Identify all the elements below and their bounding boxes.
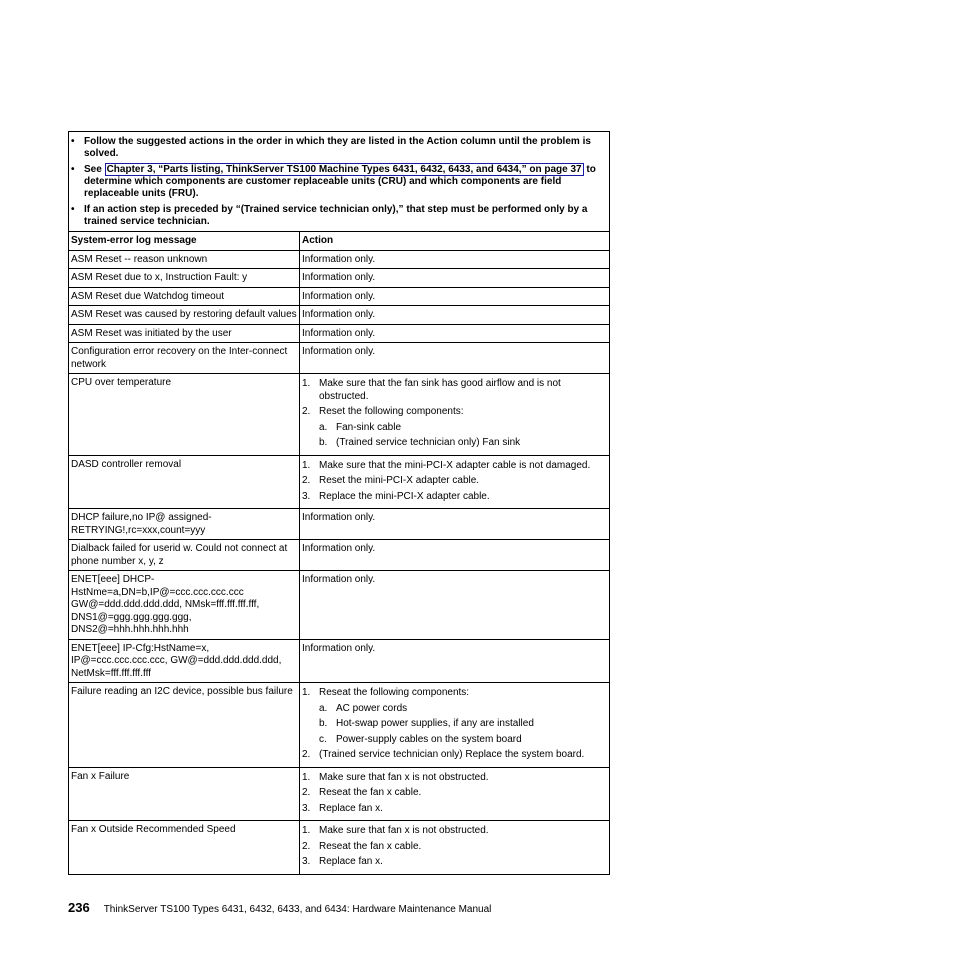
step-text: Make sure that fan x is not obstructed. [319,825,489,836]
step-number: b. [319,437,328,448]
table-row [69,767,610,821]
step-number: 2. [302,787,311,798]
table-row [69,639,610,683]
chapter-3-link[interactable]: Chapter 3, “Parts listing, ThinkServer TS100 Machine Types 6431, 6432, 6433, and 6434,” on page 37 [106,164,582,175]
table-row [69,343,610,374]
notes-row [69,132,610,232]
message-cell: Failure reading an I2C device, possible bus failure [69,683,300,768]
note-text: See [84,164,105,175]
message-cell: ASM Reset -- reason unknown [69,250,300,269]
step-number: a. [319,421,328,433]
step-text: Replace fan x. [319,856,383,867]
action-cell: Information only. [300,571,610,640]
sub-step [302,734,607,747]
action-cell: Information only. [300,269,610,288]
table-row [69,683,610,768]
action-cell [300,767,610,821]
step-number: 3. [302,802,311,814]
message-cell: ENET[eee] IP-Cfg:HstName=x, IP@=ccc.ccc.ccc.ccc, GW@=ddd.ddd.ddd.ddd, NetMsk=fff.fff.fff.fff [69,639,300,683]
action-step [302,772,607,785]
page-number: 236 [68,900,90,915]
action-cell: Information only. [300,639,610,683]
sub-step [302,718,607,731]
step-text: Reseat the following components: [319,687,470,698]
step-number: 2. [302,749,311,760]
table-row [69,455,610,509]
action-cell: Information only. [300,509,610,540]
action-step [302,856,607,869]
step-number: 2. [302,475,311,486]
step-number: 2. [302,406,311,417]
step-number: b. [319,718,328,729]
table-row [69,324,610,343]
table-row [69,509,610,540]
table-row [69,571,610,640]
step-number: 3. [302,856,311,867]
bullet-icon: • [71,204,75,215]
table-row [69,269,610,288]
table-row [69,287,610,306]
sub-step [302,703,607,716]
step-text: Reseat the fan x cable. [319,787,422,798]
table-row [69,374,610,456]
action-cell: Information only. [300,250,610,269]
action-cell: Information only. [300,343,610,374]
action-step [302,787,607,800]
sub-step [302,437,607,450]
step-text: Make sure that fan x is not obstructed. [319,771,489,783]
step-text: AC power cords [336,702,408,714]
message-cell: ASM Reset due to x, Instruction Fault: y [69,269,300,288]
step-number: 3. [302,490,311,502]
step-number: 1. [302,687,311,698]
step-text: Fan-sink cable [336,421,402,433]
bullet-icon: • [71,136,75,147]
step-text: Power-supply cables on the system board [336,733,522,745]
table-row [69,540,610,571]
header-message: System-error log message [69,232,300,251]
message-cell: ASM Reset due Watchdog timeout [69,287,300,306]
step-text: Reset the mini-PCI-X adapter cable. [319,475,480,486]
action-step [302,825,607,838]
message-cell: Fan x Outside Recommended Speed [69,821,300,875]
action-step [302,491,607,504]
step-number: 1. [302,771,311,783]
table-row [69,306,610,325]
message-cell: Configuration error recovery on the Inter-connect network [69,343,300,374]
note-text: If an action step is preceded by “(Trained service technician only),” that step must be performed only by a trained service technician. [84,204,588,227]
action-step [302,406,607,419]
step-number: 2. [302,840,311,852]
action-cell [300,683,610,768]
message-cell: Dialback failed for userid w. Could not connect at phone number x, y, z [69,540,300,571]
message-cell: ASM Reset was initiated by the user [69,324,300,343]
action-step [302,687,607,700]
action-step [302,475,607,488]
error-log-table [68,131,610,875]
step-text: Make sure that the mini-PCI-X adapter cable is not damaged. [319,459,591,471]
action-cell [300,374,610,456]
table-row [69,821,610,875]
action-cell: Information only. [300,540,610,571]
note-item [71,164,605,200]
message-cell: ENET[eee] DHCP-HstNme=a,DN=b,IP@=ccc.ccc.ccc.ccc GW@=ddd.ddd.ddd.ddd, NMsk=fff.fff.fff.fff, DNS1@=ggg.ggg.ggg.ggg, DNS2@=hhh.hhh.hhh.hhh [69,571,300,640]
action-step [302,378,607,403]
action-cell [300,821,610,875]
step-number: c. [319,733,327,745]
note-item [71,136,605,160]
message-cell: Fan x Failure [69,767,300,821]
action-cell: Information only. [300,306,610,325]
step-text: (Trained service technician only) Fan sink [336,437,521,448]
action-cell: Information only. [300,287,610,306]
message-cell: ASM Reset was caused by restoring default values [69,306,300,325]
step-text: Replace the mini-PCI-X adapter cable. [319,490,490,502]
step-text: (Trained service technician only) Replace the system board. [319,749,585,760]
action-cell: Information only. [300,324,610,343]
bullet-icon: • [71,164,75,175]
note-text: Follow the suggested actions in the order in which they are listed in the Action column until the problem is solved. [84,136,591,159]
action-step [302,749,607,762]
step-text: Make sure that the fan sink has good airflow and is not obstructed. [319,378,561,402]
message-cell: DHCP failure,no IP@ assigned-RETRYING!,rc=xxx,count=yyy [69,509,300,540]
footer-title: ThinkServer TS100 Types 6431, 6432, 6433, and 6434: Hardware Maintenance Manual [103,904,492,915]
sub-step [302,422,607,435]
step-number: 1. [302,825,311,836]
table-header-row [69,232,610,251]
step-number: a. [319,702,328,714]
step-text: Hot-swap power supplies, if any are installed [336,718,534,729]
action-cell [300,455,610,509]
action-step [302,460,607,473]
notes-cell [69,132,610,232]
table-row [69,250,610,269]
note-text: to determine which components are customer replaceable units (CRU) and which components are field replaceable units (FRU). [84,164,596,199]
step-text: Reseat the fan x cable. [319,840,422,852]
note-item [71,204,605,228]
step-number: 1. [302,459,311,471]
step-text: Replace fan x. [319,802,383,814]
step-number: 1. [302,378,311,389]
header-action: Action [300,232,610,251]
step-text: Reset the following components: [319,406,464,417]
action-step [302,841,607,854]
page-footer [68,900,491,915]
message-cell: CPU over temperature [69,374,300,456]
message-cell: DASD controller removal [69,455,300,509]
action-step [302,803,607,816]
